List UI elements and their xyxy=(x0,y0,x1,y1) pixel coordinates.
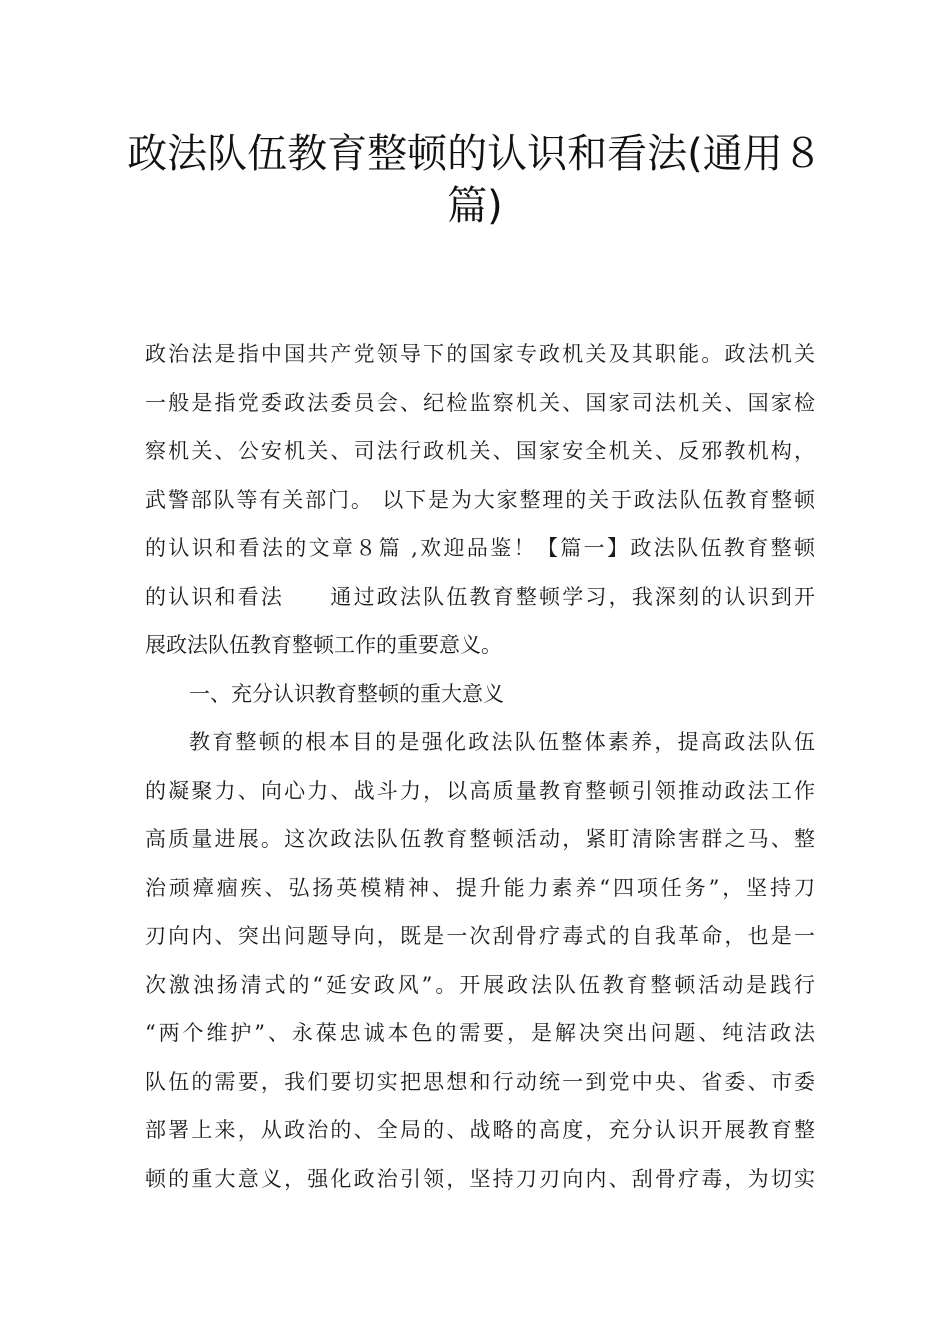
title-line-1: 政法队伍教育整顿的认识和看法(通用８ xyxy=(127,131,823,177)
paragraph-line: 次激浊扬清式的“延安政风”。开展政法队伍教育整顿活动是践行 xyxy=(145,972,815,997)
paragraph-line: 治顽瘴痼疾、弘扬英模精神、提升能力素养“四项任务”，坚持刀 xyxy=(145,875,815,900)
paragraph-line: 部署上来，从政治的、全局的、战略的高度，充分认识开展教育整 xyxy=(145,1118,815,1142)
intro-line: 展政法队伍教育整顿工作的重要意义。 xyxy=(145,633,502,657)
paragraph-line: “两个维护”、永葆忠诚本色的需要，是解决突出问题、纯洁政法 xyxy=(145,1021,815,1045)
paragraph-line: 高质量进展。这次政法队伍教育整顿活动，紧盯清除害群之马、整 xyxy=(145,827,815,851)
section-heading: 一、充分认识教育整顿的重大意义 xyxy=(189,681,504,706)
title-line-2: 篇) xyxy=(447,183,503,229)
intro-line: 政治法是指中国共产党领导下的国家专政机关及其职能。政法机关 xyxy=(145,342,815,366)
paragraph-line: 刃向内、突出问题导向，既是一次刮骨疗毒式的自我革命，也是一 xyxy=(145,924,815,948)
intro-line: 察机关、公安机关、司法行政机关、国家安全机关、反邪教机构， xyxy=(145,439,815,463)
intro-line: 的认识和看法的文章８篇 ,欢迎品鉴！【篇一】政法队伍教育整顿 xyxy=(145,536,815,560)
intro-line: 的认识和看法 通过政法队伍教育整顿学习，我深刻的认识到开 xyxy=(145,584,815,609)
document-body xyxy=(145,330,815,1203)
document-title xyxy=(120,128,830,232)
intro-line: 武警部队等有关部门。 以下是为大家整理的关于政法队伍教育整顿 xyxy=(145,487,815,512)
intro-line: 一般是指党委政法委员会、纪检监察机关、国家司法机关、国家检 xyxy=(145,390,815,415)
paragraph-line: 队伍的需要，我们要切实把思想和行动统一到党中央、省委、市委 xyxy=(145,1069,815,1094)
paragraph-line: 教育整顿的根本目的是强化政法队伍整体素养，提高政法队伍 xyxy=(189,730,815,754)
paragraph-line: 的凝聚力、向心力、战斗力，以高质量教育整顿引领推动政法工作 xyxy=(145,778,815,803)
paragraph-line: 顿的重大意义，强化政治引领，坚持刀刃向内、刮骨疗毒，为切实 xyxy=(145,1166,815,1191)
